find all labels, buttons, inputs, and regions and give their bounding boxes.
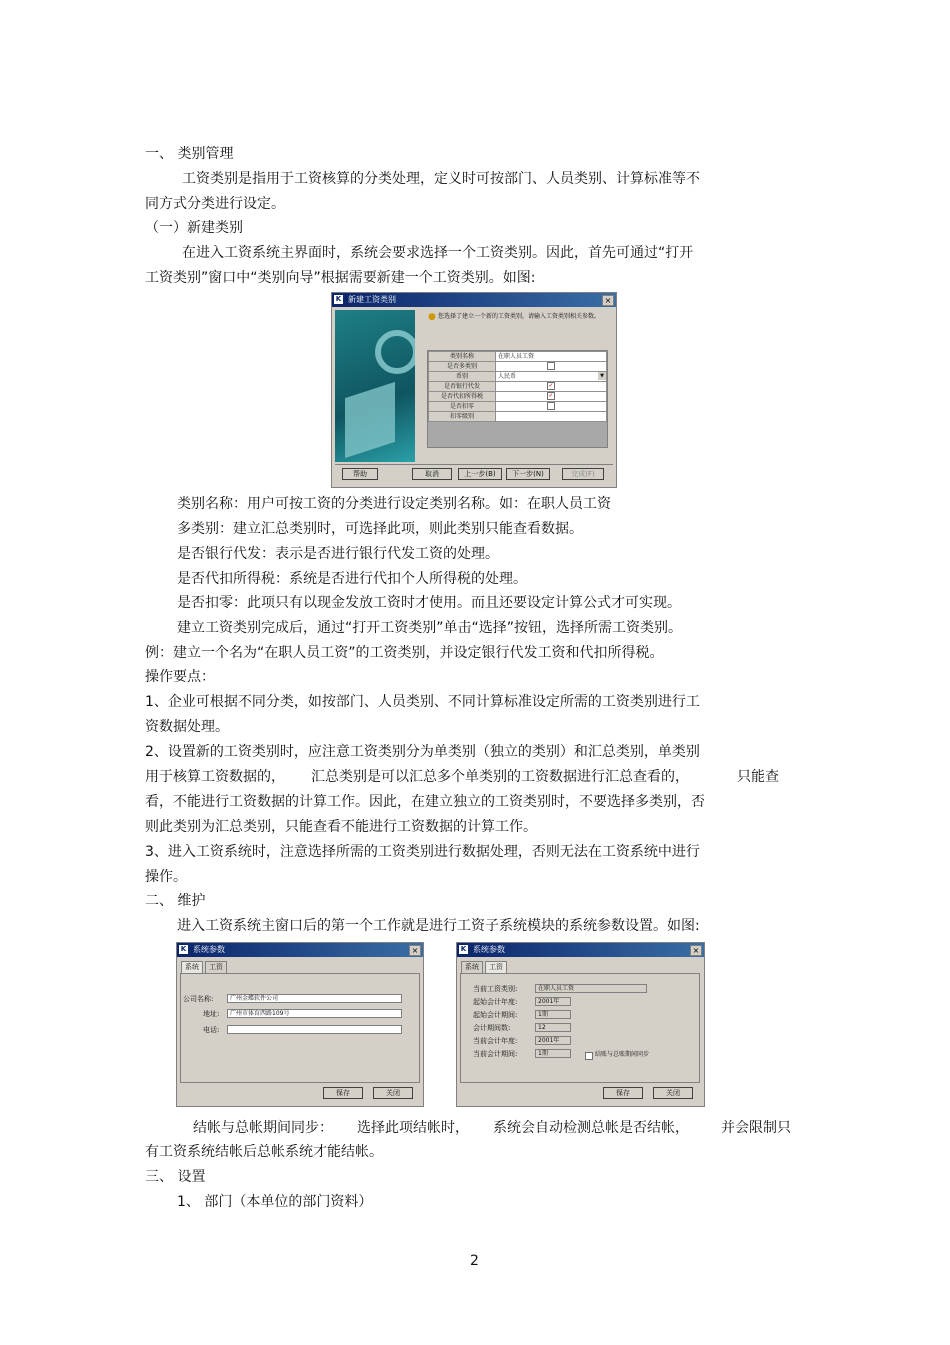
close-button[interactable]: × — [409, 945, 421, 956]
close-dialog-button[interactable]: 关闭 — [373, 1087, 413, 1099]
grid-row — [429, 352, 607, 362]
bank-payment-checkbox[interactable]: ✓ — [496, 382, 607, 392]
paragraph-line: 是否扣零：此项只有以现金发放工资时才使用。而且还要设定计算公式才可实现。 — [177, 595, 681, 611]
phone-label: 电话: — [203, 1026, 220, 1034]
system-params-dialog-system — [176, 942, 424, 1107]
finish-button[interactable]: 完成(F) — [562, 468, 604, 480]
start-period-field: 1期 — [535, 1010, 571, 1019]
current-category-field: 在职人员工资 — [535, 984, 647, 993]
paragraph-line: 操作。 — [145, 869, 187, 885]
grid-row — [429, 362, 607, 372]
save-button[interactable]: 保存 — [323, 1087, 363, 1099]
grid-label: 是否代扣所得税 — [429, 392, 496, 402]
field-label: 当前会计年度: — [473, 1037, 518, 1045]
close-dialog-button[interactable]: 关闭 — [653, 1087, 693, 1099]
system-params-dialog-salary — [456, 942, 705, 1107]
divider — [335, 464, 613, 465]
tab-system[interactable]: 系统 — [181, 961, 203, 973]
section-heading-3: 三、 设置 — [145, 1169, 206, 1185]
dialog-title: 系统参数 — [473, 945, 505, 954]
tab-salary[interactable]: 工资 — [205, 961, 227, 973]
subsection-heading: （一）新建类别 — [145, 220, 243, 236]
close-button[interactable]: × — [602, 295, 614, 306]
section-heading-2: 二、 维护 — [145, 893, 206, 909]
paragraph-line: 则此类别为汇总类别，只能查看不能进行工资数据的计算工作。 — [145, 819, 537, 835]
paragraph-line: 是否代扣所得税：系统是否进行代扣个人所得税的处理。 — [177, 571, 527, 587]
paragraph-line: 2、设置新的工资类别时，应注意工资类别分为单类别（独立的类别）和汇总类别，单类别 — [145, 744, 700, 760]
wizard-intro-text: 您选择了建立一个新的工资类别，请输入工资类别相关参数。 — [438, 313, 601, 320]
start-year-field: 2001年 — [535, 997, 571, 1006]
next-button[interactable]: 下一步(N) — [506, 468, 550, 480]
cancel-button[interactable]: 取消 — [412, 468, 452, 480]
grid-row — [429, 412, 607, 422]
dialog-title-bar — [332, 293, 616, 307]
grid-label: 是否多类别 — [429, 362, 496, 372]
film-reel-shape — [375, 330, 415, 374]
company-name-input[interactable]: 广州金蝶软件公司 — [227, 994, 402, 1003]
field-label: 起始会计年度: — [473, 998, 518, 1006]
grid-label: 是否银行代发 — [429, 382, 496, 392]
chevron-down-icon[interactable]: ▼ — [598, 372, 606, 380]
paragraph-line: 同方式分类进行设定。 — [145, 196, 285, 212]
new-salary-category-dialog — [331, 292, 617, 488]
paragraph-line: 建立工资类别完成后，通过“打开工资类别”单击“选择”按钮，选择所需工资类别。 — [177, 620, 683, 636]
section-heading-1: 一、 类别管理 — [145, 146, 234, 162]
dialog-title: 新建工资类别 — [348, 295, 396, 304]
address-label: 地址: — [203, 1010, 220, 1018]
tab-system[interactable]: 系统 — [461, 961, 483, 973]
paragraph-line: 看，不能进行工资数据的计算工作。因此，在建立独立的工资类别时，不要选择多类别，否 — [145, 794, 705, 810]
company-label: 公司名称: — [183, 995, 214, 1003]
paragraph-line: 工资类别是指用于工资核算的分类处理，定义时可按部门、人员类别、计算标准等不 — [182, 171, 700, 187]
help-button[interactable]: 帮助 — [342, 468, 378, 480]
dialog-title: 系统参数 — [193, 945, 225, 954]
currency-select[interactable]: 人民币 ▼ — [496, 372, 607, 382]
text-segment: 选择此项结帐时， — [357, 1120, 469, 1136]
paragraph-line — [193, 1119, 791, 1137]
rounding-level-input[interactable] — [496, 412, 607, 422]
text-segment: 结帐与总帐期间同步： — [193, 1120, 333, 1136]
text-segment: 汇总类别是可以汇总多个单类别的工资数据进行汇总查看的， — [311, 769, 689, 785]
paragraph-line: 是否银行代发：表示是否进行银行代发工资的处理。 — [177, 546, 499, 562]
text-segment: 只能查 — [737, 769, 779, 785]
text-segment: 系统会自动检测总帐是否结帐， — [493, 1120, 689, 1136]
paragraph-line: 资数据处理。 — [145, 719, 229, 735]
period-count-field: 12 — [535, 1023, 571, 1032]
app-logo-icon: K — [335, 295, 342, 303]
address-input[interactable]: 广州市体育西路109号 — [227, 1009, 402, 1018]
app-logo-icon: K — [460, 945, 467, 953]
paragraph-line: 3、进入工资系统时，注意选择所需的工资类别进行数据处理，否则无法在工资系统中进行 — [145, 844, 700, 860]
current-year-field: 2001年 — [535, 1036, 571, 1045]
withhold-tax-checkbox[interactable]: ✓ — [496, 392, 607, 402]
field-label: 当前工资类别: — [473, 985, 518, 993]
page-number: 2 — [470, 1253, 479, 1269]
dialog-title-bar — [457, 943, 704, 957]
paragraph-line: 有工资系统结帐后总帐系统才能结帐。 — [145, 1144, 383, 1160]
paragraph-line: 在进入工资系统主界面时，系统会要求选择一个工资类别。因此，首先可通过“打开 — [182, 245, 694, 261]
grid-label: 币别 — [429, 372, 496, 382]
current-period-field: 1期 — [535, 1049, 571, 1058]
rounding-checkbox[interactable] — [496, 402, 607, 412]
parameter-grid — [428, 351, 607, 422]
grid-row — [429, 392, 607, 402]
text-segment: 用于核算工资数据的， — [145, 769, 285, 785]
book-shape — [345, 382, 395, 458]
prev-button[interactable]: 上一步(B) — [458, 468, 502, 480]
text-segment: 并会限制只 — [721, 1120, 791, 1136]
paragraph-line: 1、 部门（本单位的部门资料） — [177, 1194, 373, 1210]
paragraph-line: 操作要点： — [145, 669, 215, 685]
app-logo-icon: K — [180, 945, 187, 953]
save-button[interactable]: 保存 — [603, 1087, 643, 1099]
grid-label: 是否扣零 — [429, 402, 496, 412]
sync-period-checkbox[interactable] — [585, 1052, 593, 1060]
dialog-title-bar — [177, 943, 423, 957]
wizard-illustration — [335, 310, 415, 462]
grid-label: 扣零级别 — [429, 412, 496, 422]
paragraph-line — [145, 768, 779, 786]
phone-input[interactable] — [227, 1025, 402, 1034]
paragraph-line: 工资类别”窗口中“类别向导”根据需要新建一个工资类别。如图: — [145, 270, 536, 286]
close-button[interactable]: × — [690, 945, 702, 956]
grid-row — [429, 402, 607, 412]
multi-category-checkbox[interactable] — [496, 362, 607, 372]
paragraph-line: 类别名称：用户可按工资的分类进行设定类别名称。如：在职人员工资 — [177, 496, 611, 512]
paragraph-line: 进入工资系统主窗口后的第一个工作就是进行工资子系统模块的系统参数设置。如图: — [177, 918, 700, 934]
sync-period-label: 结账与总账期间同步 — [595, 1051, 650, 1058]
paragraph-line: 1、企业可根据不同分类，如按部门、人员类别、不同计算标准设定所需的工资类别进行工 — [145, 694, 700, 710]
tab-salary[interactable]: 工资 — [485, 961, 507, 973]
field-label: 起始会计期间: — [473, 1011, 518, 1019]
category-name-input[interactable]: 在职人员工资 — [496, 352, 607, 362]
grid-label: 类别名称 — [429, 352, 496, 362]
paragraph-line: 例：建立一个名为“在职人员工资”的工资类别，并设定银行代发工资和代扣所得税。 — [145, 645, 664, 661]
lightbulb-icon: ● — [428, 312, 436, 322]
grid-row — [429, 382, 607, 392]
field-label: 当前会计期间: — [473, 1050, 518, 1058]
field-label: 会计期间数: — [473, 1024, 511, 1032]
paragraph-line: 多类别：建立汇总类别时，可选择此项，则此类别只能查看数据。 — [177, 521, 583, 537]
grid-row — [429, 372, 607, 382]
